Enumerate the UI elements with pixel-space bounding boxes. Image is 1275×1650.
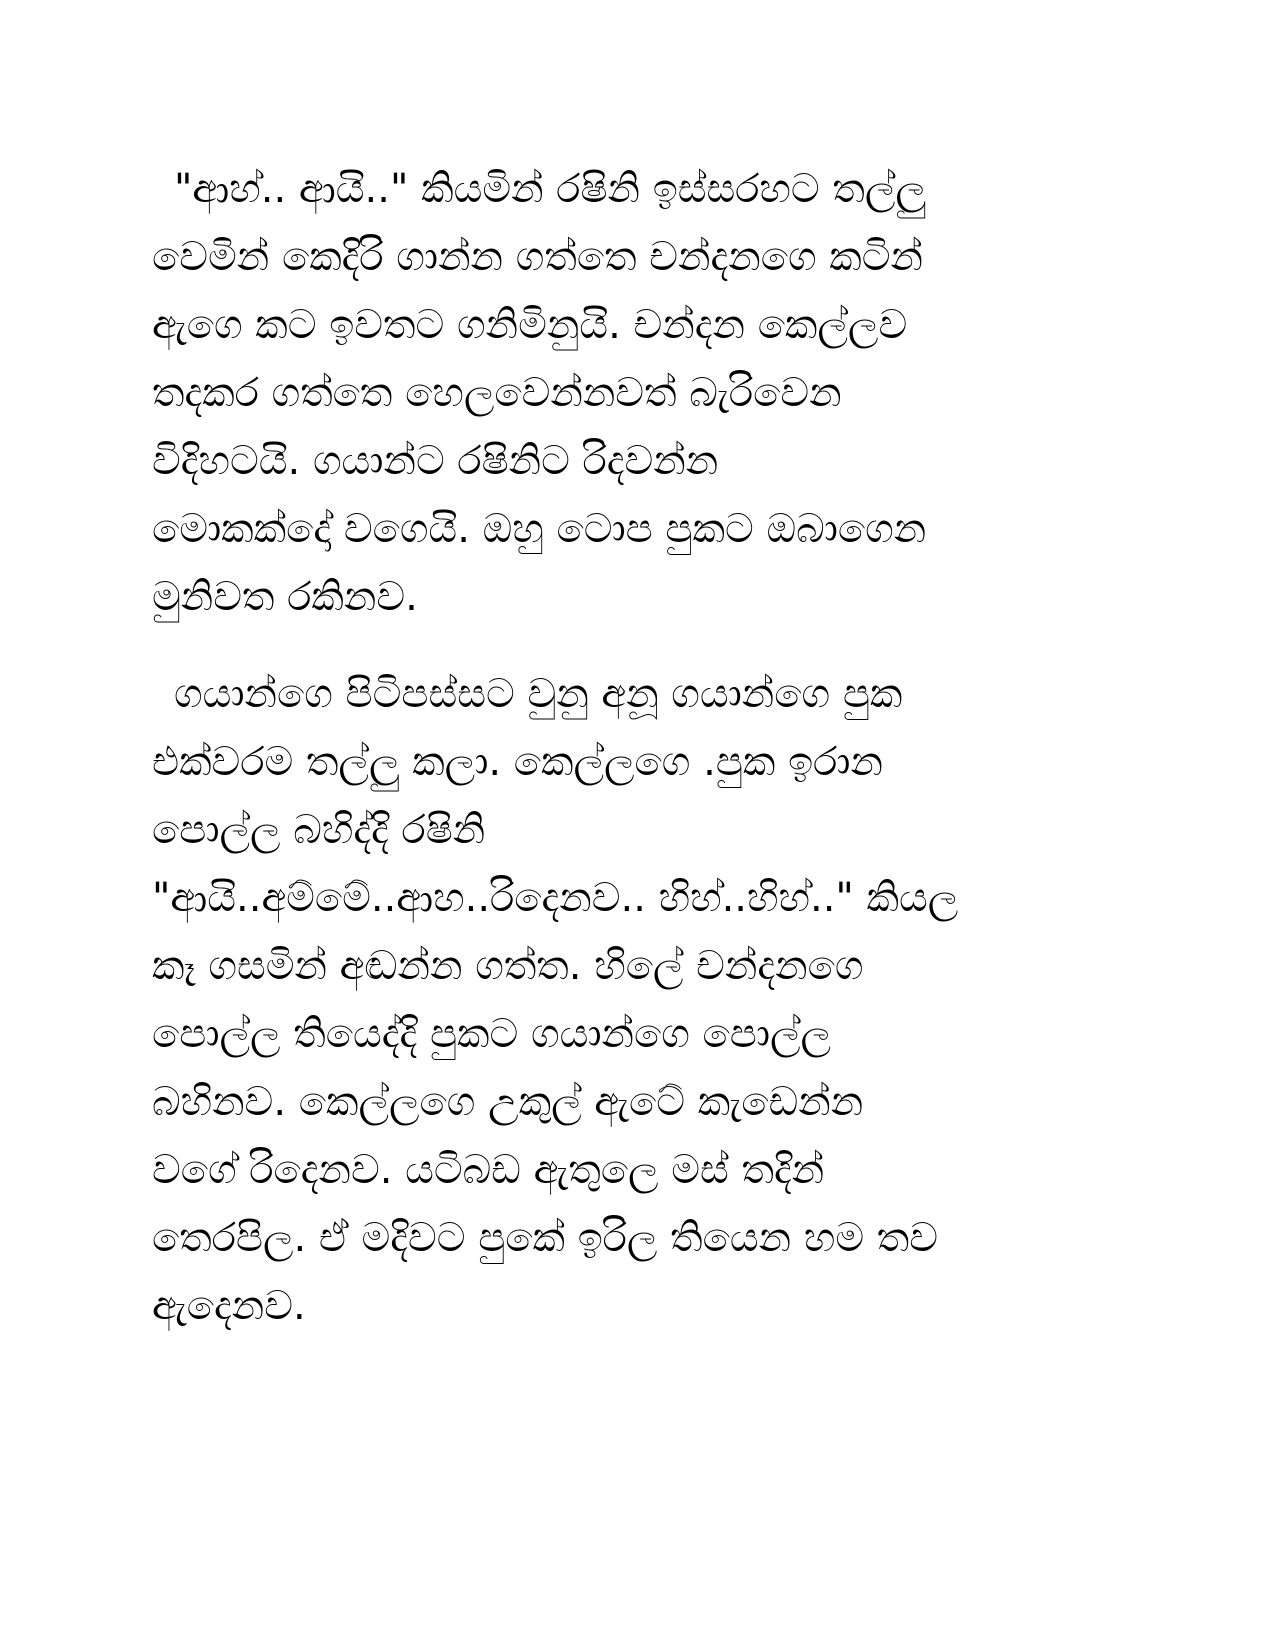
paragraph-line: පොල්ල බහිද්දි රෂිනි	[152, 807, 486, 853]
paragraph-line: "ආහ්.. ආයි.." කියමින් රෂිනි ඉස්සරහට තල්ලු	[174, 166, 926, 212]
paragraph-line: කෑ ගසමින් අඬන්න ගත්ත. හිලේ චන්දනගෙ	[152, 943, 864, 989]
paragraph-line: වගේ රිදෙනව. යටිබඩ ඇතුලෙ මස් තදින්	[152, 1147, 825, 1193]
paragraph-line: තදකර ගත්තෙ හෙලවෙන්නවත් බැරිවෙන	[152, 370, 842, 416]
paragraph-line: "ආයි..අම්මේ..ආහ..රිදෙනව.. හිහ්..හිහ්.." කියල	[152, 875, 959, 921]
paragraph-line: ගයාන්ගෙ පිටිපස්සට වුනු අනූ ගයාන්ගෙ පුක	[174, 671, 903, 717]
paragraph-1	[152, 155, 1120, 631]
paragraph-line: විදිහටයි. ගයාන්ට රෂිනිට රිදවන්න	[152, 438, 719, 484]
paragraph-line: පොල්ල තියෙද්දි පුකට ගයාන්ගෙ පොල්ල	[152, 1011, 832, 1057]
paragraph-line: එක්වරම තල්ලු කලා. කෙල්ලගෙ .පුක ඉරාන	[152, 739, 883, 785]
paragraph-line: ඇදෙනව.	[152, 1283, 306, 1329]
paragraph-line: මොකක්දෝ වගෙයි. ඔහු ටොප පුකට ඔබාගෙන	[152, 506, 927, 552]
paragraph-line: බහිනව. කෙල්ලගෙ උකුල් ඇටේ කැඩෙන්න	[152, 1079, 864, 1125]
paragraph-line: තෙරපිල. ඒ මදිවට පුකේ ඉරිල තියෙන හම තව	[152, 1215, 939, 1261]
paragraph-line: ඇගෙ කට ඉවතට ගනිමිනුයි. චන්දන කෙල්ලව	[152, 302, 908, 348]
paragraph-2	[152, 660, 1120, 1340]
paragraph-line: වෙමින් කෙදිරි ගාන්න ගත්තෙ චන්දනගෙ කටින්	[152, 234, 924, 280]
paragraph-line: මුනිවත රකිනව.	[152, 574, 418, 620]
